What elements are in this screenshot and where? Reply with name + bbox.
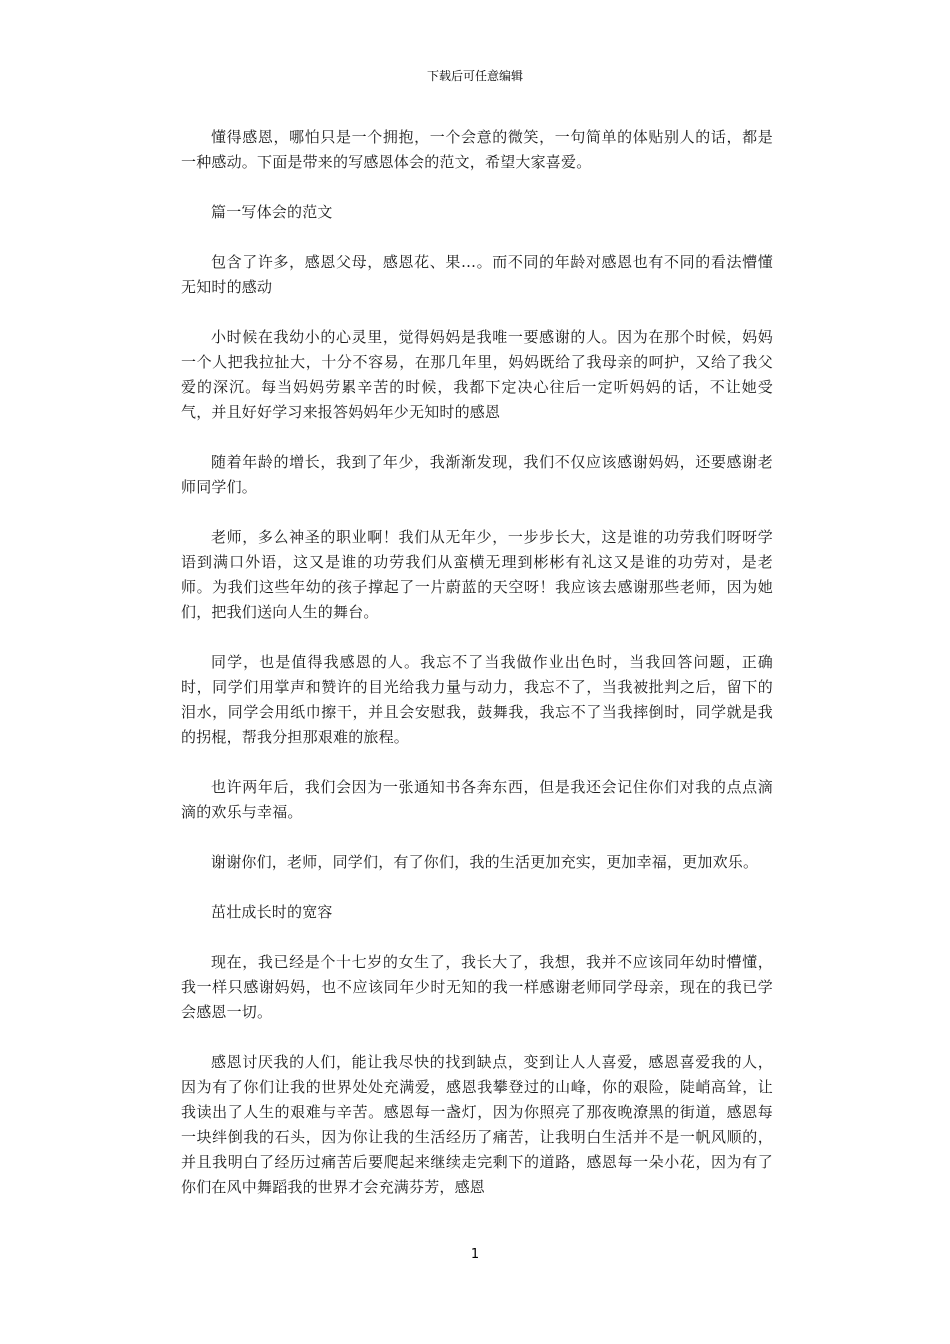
- page-header-note: 下载后可任意编辑: [426, 69, 523, 83]
- paragraph-intro: 懂得感恩，哪怕只是一个拥抱，一个会意的微笑，一句简单的体贴别人的话，都是一种感动。下面是带来的写感恩体会的范文，希望大家喜爱。: [181, 128, 773, 171]
- paragraph: 谢谢你们，老师，同学们，有了你们，我的生活更加充实，更加幸福，更加欢乐。: [211, 853, 759, 871]
- document-body: [181, 125, 773, 1225]
- section-heading-1: 篇一写体会的范文: [211, 203, 333, 221]
- paragraph: 现在，我已经是个十七岁的女生了，我长大了，我想，我并不应该同年幼时懵懂，我一样只感谢妈妈，也不应该同年少时无知的我一样感谢老师同学母亲，现在的我已学会感恩一切。: [181, 953, 773, 1021]
- paragraph: 同学，也是值得我感恩的人。我忘不了当我做作业出色时，当我回答问题，正确时，同学们用掌声和赞许的目光给我力量与动力，我忘不了，当我被批判之后，留下的泪水，同学会用纸巾擦干，并且会安慰我，鼓舞我，我忘不了当我摔倒时，同学就是我的拐棍，帮我分担那艰难的旅程。: [181, 653, 773, 746]
- paragraph: 随着年龄的增长，我到了年少，我渐渐发现，我们不仅应该感谢妈妈，还要感谢老师同学们。: [181, 453, 773, 496]
- paragraph: 也许两年后，我们会因为一张通知书各奔东西，但是我还会记住你们对我的点点滴滴的欢乐与幸福。: [181, 778, 773, 821]
- paragraph: 小时候在我幼小的心灵里，觉得妈妈是我唯一要感谢的人。因为在那个时候，妈妈一个人把我拉扯大，十分不容易，在那几年里，妈妈既给了我母亲的呵护，又给了我父爱的深沉。每当妈妈劳累辛苦的时候，我都下定决心往后一定听妈妈的话，不让她受气，并且好好学习来报答妈妈年少无知时的感恩: [181, 328, 773, 421]
- paragraph: 包含了许多，感恩父母，感恩花、果…。而不同的年龄对感恩也有不同的看法懵懂无知时的感动: [181, 253, 773, 296]
- paragraph: 感恩讨厌我的人们，能让我尽快的找到缺点，变到让人人喜爱，感恩喜爱我的人，因为有了你们让我的世界处处充满爱，感恩我攀登过的山峰，你的艰险，陡峭高耸，让我读出了人生的艰难与辛苦。感恩每一盏灯，因为你照亮了那夜晚潦黑的街道，感恩每一块绊倒我的石头，因为你让我的生活经历了痛苦，让我明白生活并不是一帆风顺的，并且我明白了经历过痛苦后要爬起来继续走完剩下的道路，感恩每一朵小花，因为有了你们在风中舞蹈我的世界才会充满芬芳，感恩: [181, 1053, 773, 1196]
- paragraph: 老师，多么神圣的职业啊！我们从无年少，一步步长大，这是谁的功劳我们呀呀学语到满口外语，这又是谁的功劳我们从蛮横无理到彬彬有礼这又是谁的功劳对，是老师。为我们这些年幼的孩子撑起了一片蔚蓝的天空呀！我应该去感谢那些老师，因为她们，把我们送向人生的舞台。: [181, 528, 773, 621]
- section-heading-2: 茁壮成长时的宽容: [211, 903, 333, 921]
- page-number: 1: [470, 1247, 480, 1262]
